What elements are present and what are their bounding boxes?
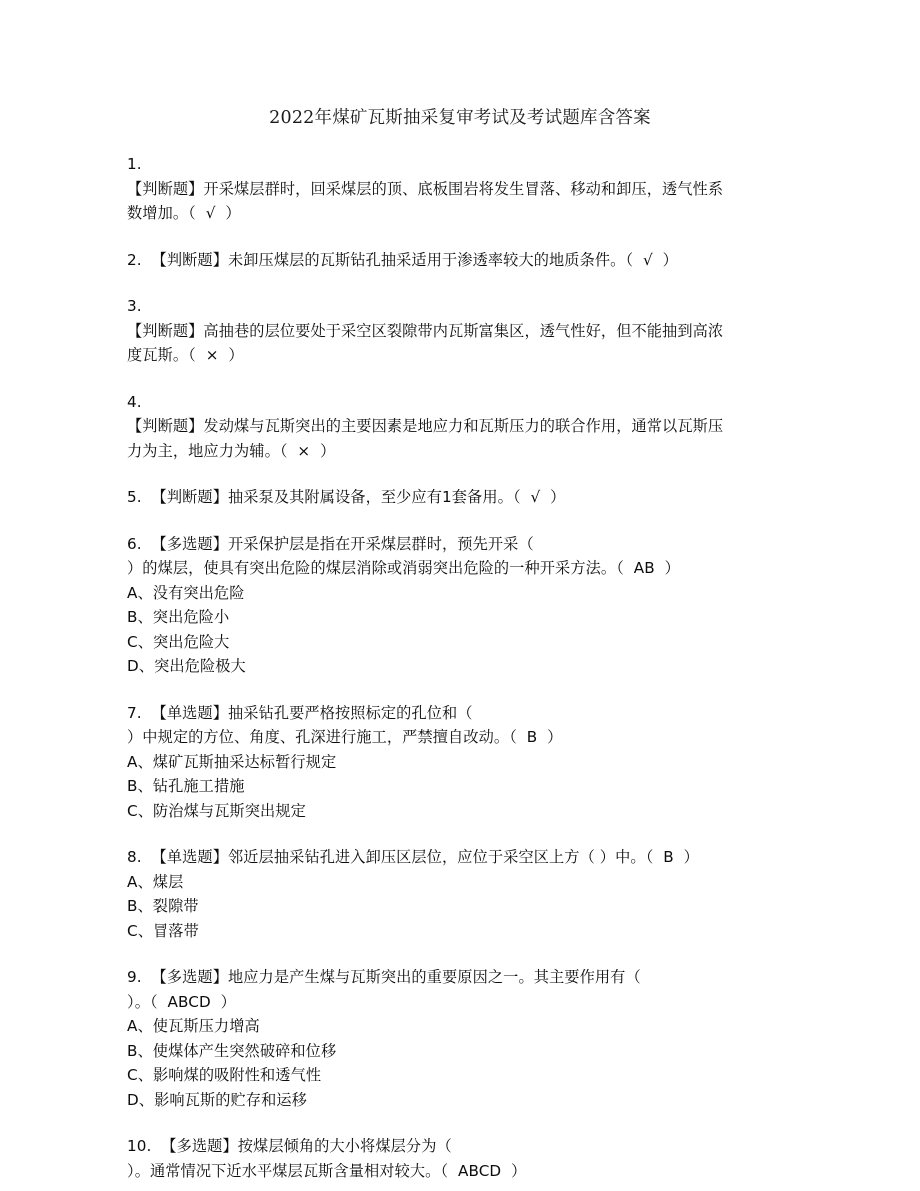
question-block: [127, 1134, 793, 1183]
question-list: [127, 152, 793, 1191]
question-text-line: ）。（ ABCD ）: [127, 992, 236, 1011]
question-text-line: 1.: [127, 155, 142, 173]
question-block: [127, 485, 793, 510]
question-option: C、冒落带: [127, 921, 199, 940]
question-option: B、使煤体产生突然破碎和位移: [127, 1041, 337, 1060]
question-option: B、突出危险小: [127, 608, 230, 626]
question-text-line: ）中规定的方位、角度、孔深进行施工，严禁擅自改动。（ B ）: [127, 728, 563, 746]
question-block: [127, 152, 793, 226]
question-option: B、裂隙带: [127, 897, 199, 915]
question-text-line: 8. 【单选题】邻近层抽采钻孔进入卸压区层位，应位于采空区上方（ ）中。（ B ）: [127, 848, 699, 866]
question-option: C、防治煤与瓦斯突出规定: [127, 801, 306, 820]
question-text-line: ）的煤层，使具有突出危险的煤层消除或消弱突出危险的一种开采方法。（ AB ）: [127, 559, 680, 577]
question-text-line: 3.: [127, 297, 142, 315]
question-text-line: ）。通常情况下近水平煤层瓦斯含量相对较大。（ ABCD ）: [127, 1161, 527, 1180]
question-option: D、突出危险极大: [127, 657, 246, 675]
question-block: [127, 294, 793, 368]
question-text-line: 4.: [127, 392, 142, 411]
question-option: A、煤矿瓦斯抽采达标暂行规定: [127, 752, 337, 771]
question-option: D、影响瓦斯的贮存和运移: [127, 1090, 307, 1109]
question-text-line: 7. 【单选题】抽采钻孔要严格按照标定的孔位和（: [127, 703, 473, 722]
question-text-line: 9. 【多选题】地应力是产生煤与瓦斯突出的重要原因之一。其主要作用有（: [127, 968, 641, 986]
question-text-line: 力为主，地应力为辅。（ × ）: [127, 441, 336, 460]
question-block: [127, 845, 793, 943]
question-option: C、突出危险大: [127, 632, 230, 651]
question-option: A、没有突出危险: [127, 583, 245, 602]
question-text-line: 【判断题】发动煤与瓦斯突出的主要因素是地应力和瓦斯压力的联合作用，通常以瓦斯压: [127, 417, 724, 435]
question-text-line: 6. 【多选题】开采保护层是指在开采煤层群时，预先开采（: [127, 534, 534, 553]
question-block: [127, 701, 793, 824]
question-option: A、使瓦斯压力增高: [127, 1017, 260, 1035]
question-text-line: 【判断题】开采煤层群时，回采煤层的顶、底板围岩将发生冒落、移动和卸压，透气性系: [127, 179, 724, 198]
question-option: B、钻孔施工措施: [127, 777, 245, 795]
question-text-line: 度瓦斯。（ × ）: [127, 346, 244, 364]
question-block: [127, 965, 793, 1112]
question-text-line: 2. 【判断题】未卸压煤层的瓦斯钻孔抽采适用于渗透率较大的地质条件。（ √ ）: [127, 250, 678, 269]
page-title: 2022年煤矿瓦斯抽采复审考试及考试题库含答案: [269, 108, 651, 128]
question-text-line: 10. 【多选题】按煤层倾角的大小将煤层分为（: [127, 1137, 452, 1155]
question-block: [127, 390, 793, 464]
question-text-line: 【判断题】高抽巷的层位要处于采空区裂隙带内瓦斯富集区，透气性好，但不能抽到高浓: [127, 321, 724, 340]
question-block: [127, 248, 793, 273]
question-option: C、影响煤的吸附性和透气性: [127, 1066, 322, 1084]
question-text-line: 5. 【判断题】抽采泵及其附属设备，至少应有1套备用。（ √ ）: [127, 488, 566, 506]
question-text-line: 数增加。（ √ ）: [127, 204, 241, 222]
question-block: [127, 532, 793, 679]
question-option: A、煤层: [127, 872, 184, 891]
